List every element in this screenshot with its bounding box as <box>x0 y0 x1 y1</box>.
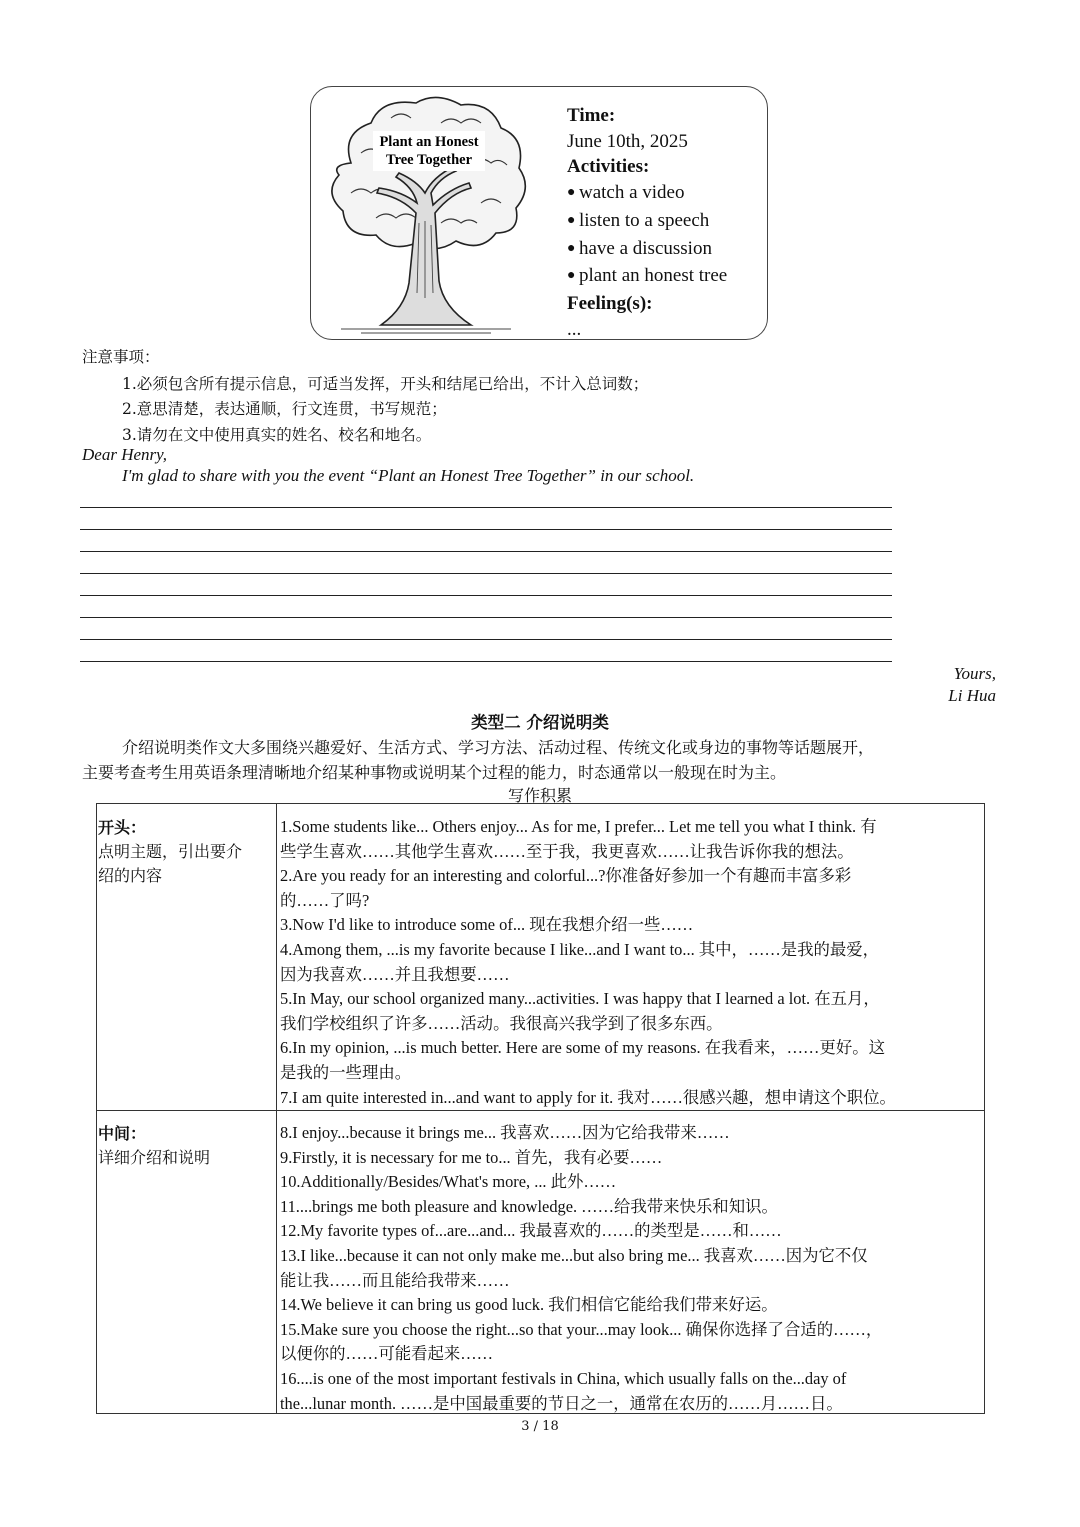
phrase-line: 6.In my opinion, ...is much better. Here are some of my reasons. 在我看来，……更好。这 <box>280 1038 885 1058</box>
phrase-line: 9.Firstly, it is necessary for me to... 首先，我有必要…… <box>280 1147 663 1167</box>
phrase-line: 能让我……而且能给我带来…… <box>280 1270 510 1290</box>
phrase-line: 1.Some students like... Others enjoy... As for me, I prefer... Let me tell you what I think. 有 <box>280 817 877 836</box>
phrase-line: 5.In May, our school organized many...activities. I was happy that I learned a lot. 在五月， <box>280 989 880 1009</box>
middle-desc: 详细介绍和说明 <box>98 1148 211 1167</box>
opening-desc: 绍的内容 <box>98 866 163 885</box>
letter-opening: I'm glad to share with you the event “Plant an Honest Tree Together” in our school. <box>122 466 695 485</box>
table-row-divider <box>96 1110 985 1111</box>
phrase-line: 是我的一些理由。 <box>280 1062 412 1082</box>
phrase-line: 3.Now I'd like to introduce some of... 现在我想介绍一些…… <box>280 915 694 935</box>
phrase-line: 16....is one of the most important festivals in China, which usually falls on the...day of <box>280 1368 847 1388</box>
writing-line[interactable] <box>80 573 892 574</box>
letter-signature: Li Hua <box>948 686 996 705</box>
phrase-line: the...lunar month. ……是中国最重要的节日之一，通常在农历的……月……日。 <box>280 1393 843 1413</box>
middle-head: 中间： <box>98 1124 147 1143</box>
section-intro-line: 介绍说明类作文大多围绕兴趣爱好、生活方式、学习方法、活动过程、传统文化或身边的事物等话题展开， <box>122 738 875 757</box>
phrase-line: 的……了吗? <box>280 890 370 910</box>
table-caption: 写作积累 <box>507 786 572 805</box>
writing-line[interactable] <box>80 639 892 640</box>
sign-text-line1: Plant an Honest <box>379 134 479 150</box>
note-item: 2.意思清楚，表达通顺，行文连贯，书写规范； <box>122 400 447 418</box>
phrase-line: 14.We believe it can bring us good luck. 我们相信它能给我们带来好运。 <box>280 1295 778 1315</box>
notes-title: 注意事项： <box>82 348 160 366</box>
letter-greeting: Dear Henry, <box>82 445 167 464</box>
phrase-line: 15.Make sure you choose the right...so that your...may look... 确保你选择了合适的……， <box>280 1319 883 1339</box>
phrase-line: 些学生喜欢……其他学生喜欢……至于我，我更喜欢……让我告诉你我的想法。 <box>280 841 854 861</box>
activity-item: ● have a discussion <box>567 236 727 264</box>
table-column-divider <box>276 803 277 1414</box>
writing-line[interactable] <box>80 617 892 618</box>
section-title: 类型二 介绍说明类 <box>471 713 609 732</box>
opening-phrases <box>280 815 982 1110</box>
phrase-line: 2.Are you ready for an interesting and colorful...?你准备好参加一个有趣而丰富多彩 <box>280 866 852 886</box>
poster-info <box>567 103 727 342</box>
phrase-line: 10.Additionally/Besides/What's more, ... 此外…… <box>280 1172 617 1192</box>
note-item: 1.必须包含所有提示信息，可适当发挥，开头和结尾已给出，不计入总词数； <box>122 375 649 393</box>
letter-closing: Yours, <box>953 664 996 683</box>
time-value: June 10th, 2025 <box>567 130 688 152</box>
phrase-line: 11....brings me both pleasure and knowledge. ……给我带来快乐和知识。 <box>280 1196 778 1216</box>
phrase-line: 12.My favorite types of...are...and... 我最喜欢的……的类型是……和…… <box>280 1221 782 1241</box>
activities-label: Activities: <box>567 156 650 178</box>
writing-line[interactable] <box>80 661 892 662</box>
writing-line[interactable] <box>80 595 892 596</box>
time-label: Time: <box>567 105 616 126</box>
writing-line[interactable] <box>80 551 892 552</box>
event-poster <box>310 86 768 340</box>
row-header-middle <box>98 1122 210 1170</box>
writing-line[interactable] <box>80 529 892 530</box>
phrase-line: 8.I enjoy...because it brings me... 我喜欢……因为它给我带来…… <box>280 1123 730 1142</box>
activity-item: ● plant an honest tree <box>567 263 727 291</box>
page-number: 3 / 18 <box>521 1419 559 1434</box>
phrase-line: 7.I am quite interested in...and want to apply for it. 我对……很感兴趣，想申请这个职位。 <box>280 1087 896 1107</box>
phrase-line: 我们学校组织了许多……活动。我很高兴我学到了很多东西。 <box>280 1013 723 1033</box>
activity-item: ● listen to a speech <box>567 208 727 236</box>
writing-line[interactable] <box>80 507 892 508</box>
sign-text-line2: Tree Together <box>385 152 473 168</box>
phrase-line: 13.I like...because it can not only make me...but also bring me... 我喜欢……因为它不仅 <box>280 1245 868 1265</box>
note-item: 3.请勿在文中使用真实的姓名、校名和地名。 <box>122 426 432 444</box>
feelings-value: ... <box>567 318 582 340</box>
feelings-label: Feeling(s): <box>567 292 653 314</box>
phrase-line: 4.Among them, ...is my favorite because I like...and I want to... 其中，……是我的最爱， <box>280 939 880 959</box>
activity-item: ● watch a video <box>567 180 727 208</box>
phrase-line: 以便你的……可能看起来…… <box>280 1344 494 1364</box>
row-header-opening <box>98 816 242 888</box>
section-intro-line: 主要考查考生用英语条理清晰地介绍某种事物或说明某个过程的能力，时态通常以一般现在时为主。 <box>82 763 787 782</box>
middle-phrases <box>280 1121 982 1416</box>
opening-head: 开头： <box>98 818 147 837</box>
phrase-line: 因为我喜欢……并且我想要…… <box>280 964 510 984</box>
opening-desc: 点明主题，引出要介 <box>98 842 243 861</box>
tree-illustration <box>321 93 531 339</box>
